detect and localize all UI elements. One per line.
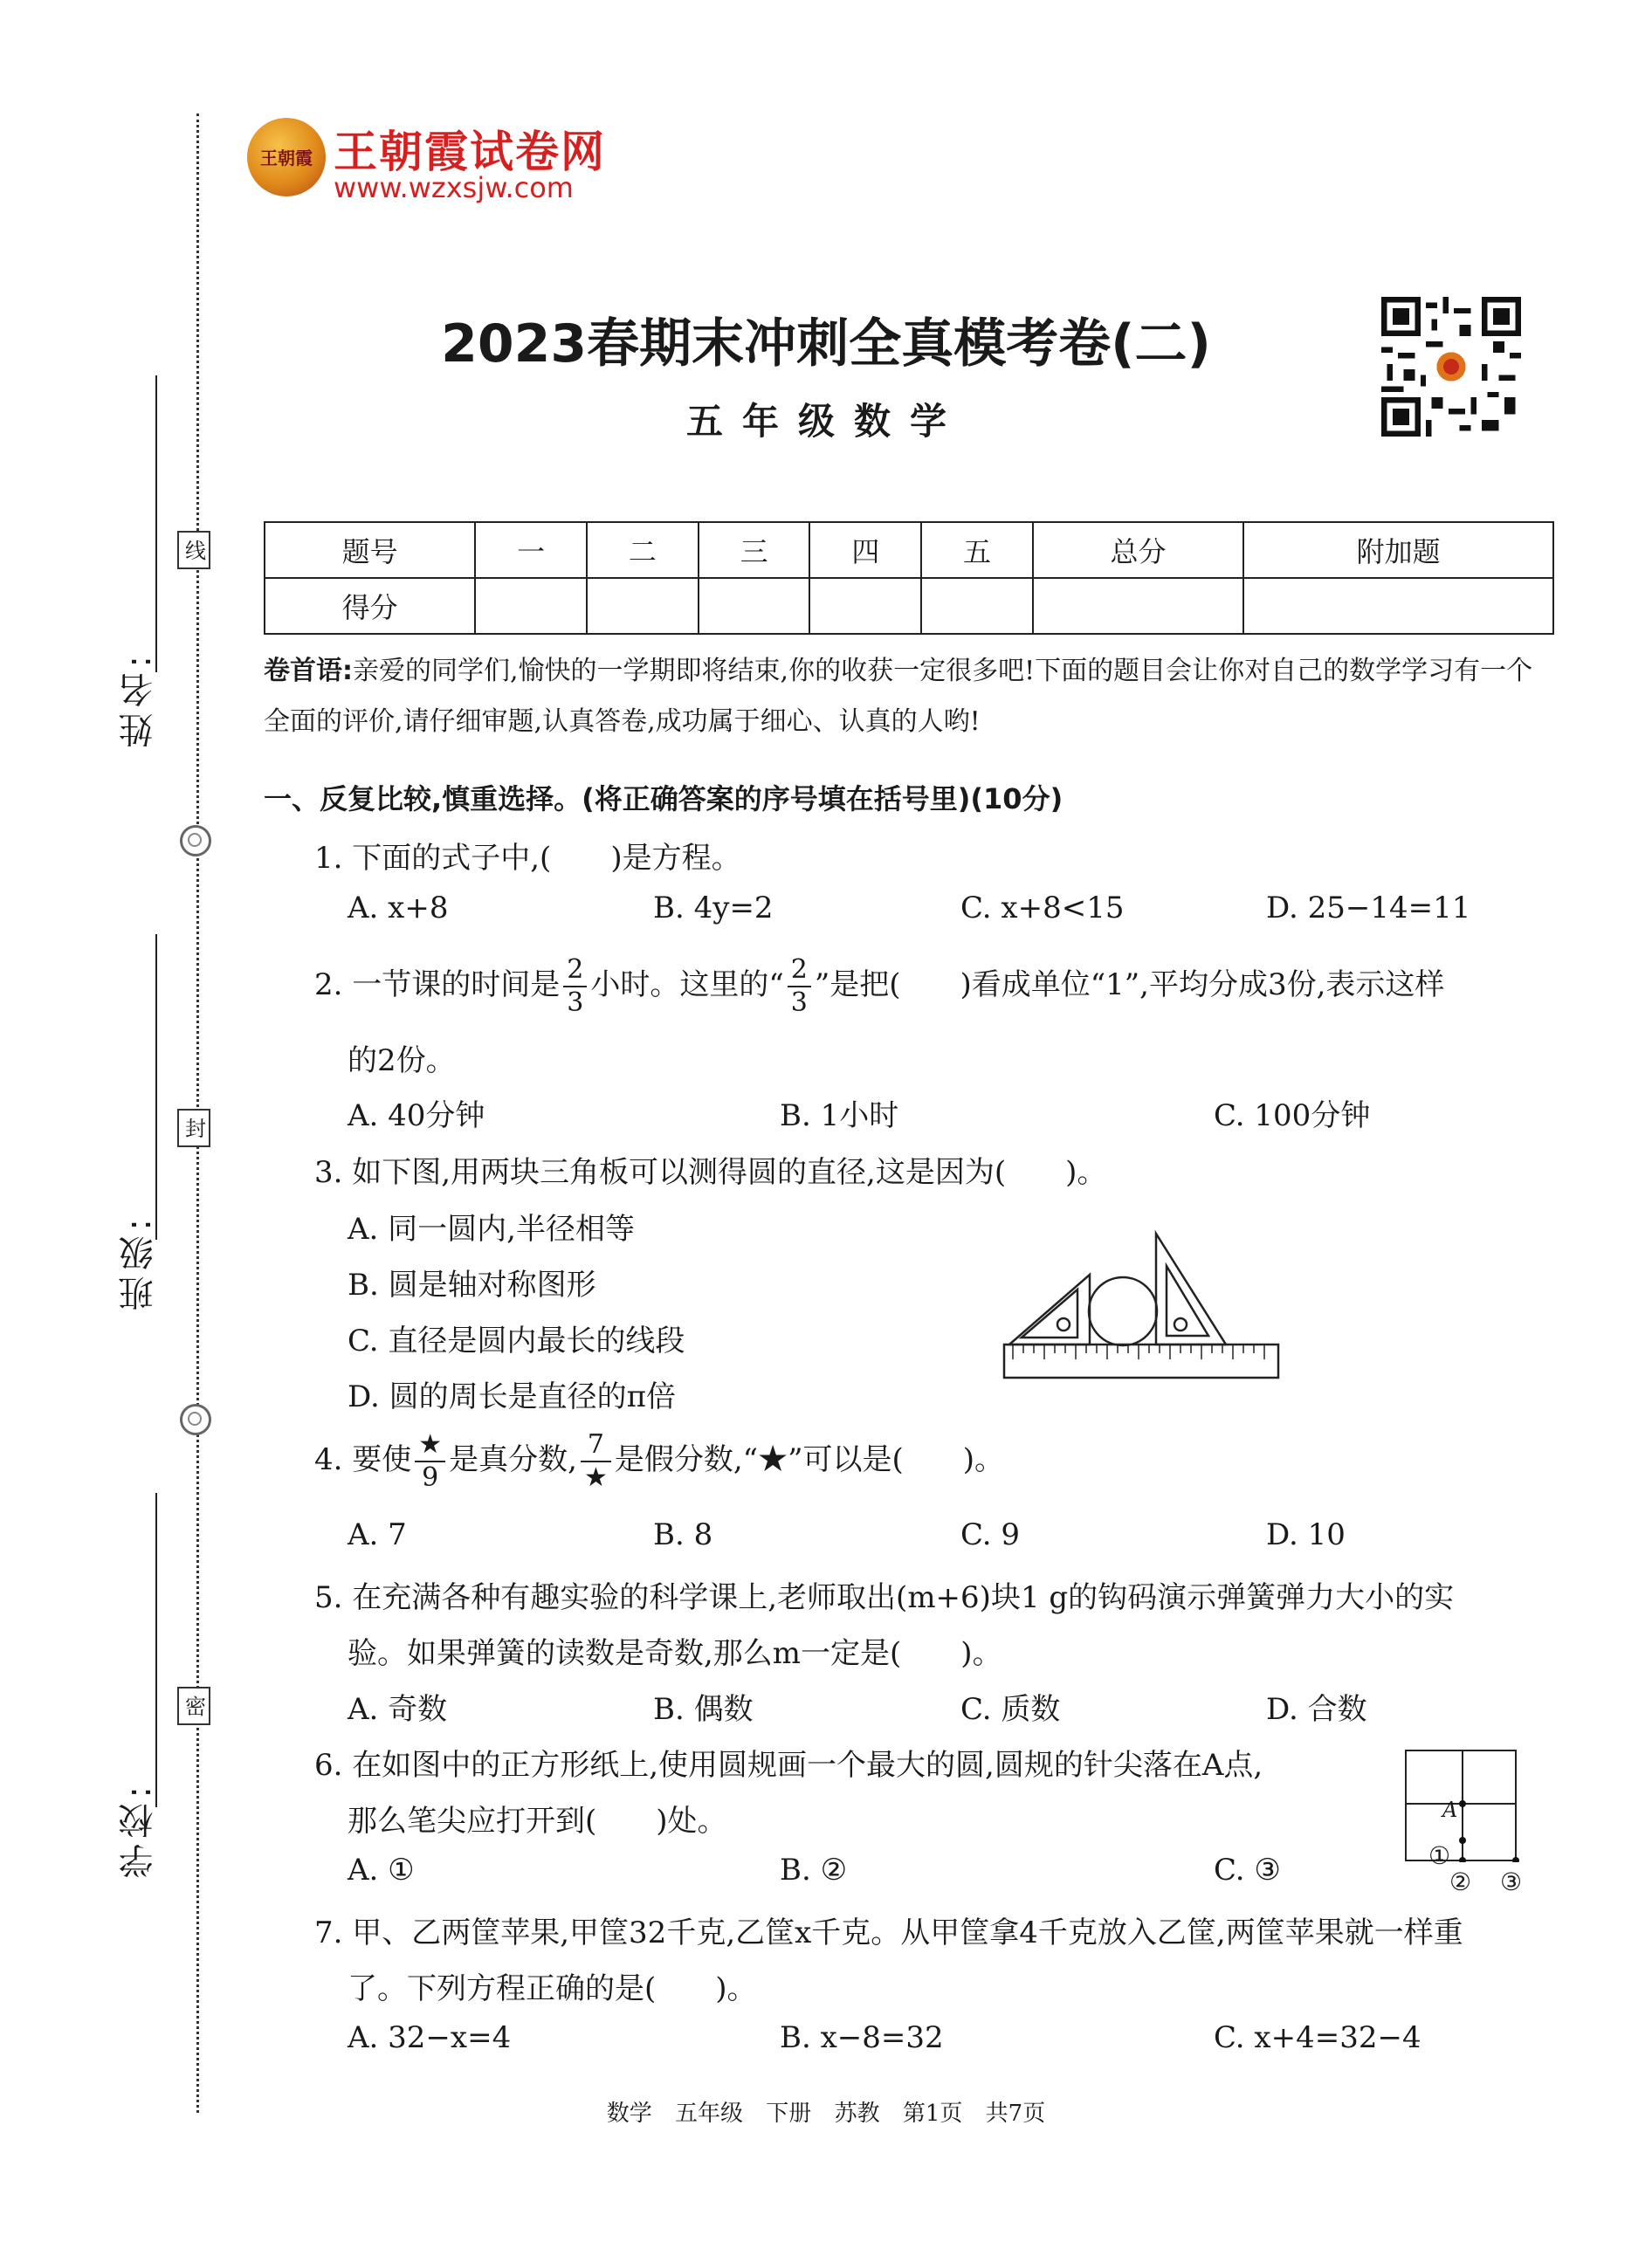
q7-stem-line1: 7. 甲、乙两筐苹果,甲筐32千克,乙筐x千克。从甲筐拿4千克放入乙筐,两筐苹果就一样重: [314, 1915, 1463, 1950]
q2-fraction: [563, 954, 587, 1018]
q5-option-c[interactable]: C. 质数: [960, 1692, 1061, 1727]
q2-stem-c: ”是把( )看成单位“1”,平均分成3份,表示这样: [814, 967, 1445, 1002]
score-row-label: 得分: [265, 578, 475, 634]
q7-option-b[interactable]: B. x−8=32: [780, 2020, 944, 2055]
q3-figure-triangles-circle-ruler: [1002, 1227, 1282, 1384]
q4-f2-den: ★: [583, 1462, 608, 1493]
school-label: 学校:: [119, 1781, 159, 1879]
school-write-line[interactable]: [155, 1493, 157, 1807]
q4-f2-num: 7: [581, 1432, 611, 1462]
score-table-header-row: [265, 522, 1553, 578]
q1-option-b[interactable]: B. 4y=2: [653, 891, 774, 925]
q2-stem-a: 2. 一节课的时间是: [314, 967, 561, 1002]
q2-frac-num: 2: [563, 957, 587, 987]
q6-option-a[interactable]: A. ①: [348, 1853, 415, 1888]
q4-f1-den: 9: [422, 1462, 439, 1493]
score-header-cell: 一: [475, 522, 587, 578]
class-label: 班级:: [119, 1214, 159, 1311]
score-header-cell: 三: [699, 522, 810, 578]
logo-badge-text: 王朝霞: [260, 148, 313, 169]
q6-label-2: ②: [1449, 1867, 1472, 1896]
q5-option-d[interactable]: D. 合数: [1266, 1692, 1367, 1727]
score-cell[interactable]: [1033, 578, 1243, 634]
q6-option-b[interactable]: B. ②: [780, 1853, 848, 1888]
q4-option-d[interactable]: D. 10: [1266, 1517, 1346, 1552]
q2-option-b[interactable]: B. 1小时: [780, 1098, 899, 1133]
seal-line-char: 线: [177, 531, 210, 569]
score-cell[interactable]: [809, 578, 921, 634]
q1-option-c[interactable]: C. x+8<15: [960, 891, 1125, 925]
preface-text: 亲爱的同学们,愉快的一学期即将结束,你的收获一定很多吧!下面的题目会让你对自己的数学学习有一个全面的评价,请仔细审题,认真答卷,成功属于细心、认真的人哟!: [264, 656, 1533, 737]
q2-option-a[interactable]: A. 40分钟: [348, 1098, 485, 1133]
score-header-cell: 附加题: [1243, 522, 1553, 578]
q4-fraction-1: [415, 1429, 445, 1493]
q4-stem-a: 4. 要使: [314, 1442, 412, 1477]
q2-stem-line1: [314, 954, 1445, 1018]
q1-option-d[interactable]: D. 25−14=11: [1266, 891, 1471, 925]
exam-title: 2023春期末冲刺全真模考卷(二): [441, 313, 1211, 375]
seal-secret-char: 密: [177, 1687, 210, 1725]
q2-frac-num-repeat: 2: [788, 957, 811, 987]
q3-option-b[interactable]: B. 圆是轴对称图形: [348, 1268, 596, 1303]
q4-f1-num: ★: [415, 1432, 445, 1462]
score-header-cell: 题号: [265, 522, 475, 578]
q6-option-c[interactable]: C. ③: [1214, 1853, 1281, 1888]
score-cell[interactable]: [587, 578, 699, 634]
margin-swirl-icon: [180, 1404, 211, 1435]
q3-option-d[interactable]: D. 圆的周长是直径的π倍: [348, 1379, 677, 1414]
score-cell[interactable]: [475, 578, 587, 634]
q5-stem-line1: 5. 在充满各种有趣实验的科学课上,老师取出(m+6)块1 g的钩码演示弹簧弹力大小的实: [314, 1580, 1455, 1615]
q7-stem-line2: 了。下列方程正确的是( )。: [348, 1971, 757, 2006]
score-header-cell: 五: [921, 522, 1033, 578]
q6-label-a: A: [1442, 1798, 1458, 1822]
q2-stem-b: 小时。这里的“: [590, 967, 784, 1002]
score-header-cell: 二: [587, 522, 699, 578]
q4-stem: [314, 1429, 1004, 1493]
q7-option-c[interactable]: C. x+4=32−4: [1214, 2020, 1421, 2055]
q2-fraction-repeat: [788, 954, 811, 1018]
q2-frac-den-repeat: 3: [790, 987, 808, 1018]
class-write-line[interactable]: [155, 934, 157, 1240]
q6-label-1: ①: [1428, 1841, 1451, 1870]
q6-stem-line2: 那么笔尖应打开到( )处。: [348, 1804, 727, 1839]
q6-label-3: ③: [1500, 1867, 1523, 1896]
preface-label: 卷首语:: [264, 656, 353, 686]
qr-code-icon[interactable]: [1381, 297, 1521, 437]
page-footer: 数学 五年级 下册 苏教 第1页 共7页: [606, 2101, 1046, 2127]
logo-badge-icon: [247, 118, 326, 196]
q4-option-c[interactable]: C. 9: [960, 1517, 1021, 1552]
q2-option-c[interactable]: C. 100分钟: [1214, 1098, 1371, 1133]
q3-option-c[interactable]: C. 直径是圆内最长的线段: [348, 1324, 685, 1358]
q4-option-a[interactable]: A. 7: [348, 1517, 407, 1552]
q3-option-a[interactable]: A. 同一圆内,半径相等: [348, 1212, 635, 1247]
score-header-cell: 总分: [1033, 522, 1243, 578]
score-cell[interactable]: [699, 578, 810, 634]
q5-option-b[interactable]: B. 偶数: [653, 1692, 754, 1727]
name-label: 姓名:: [119, 650, 159, 748]
q7-option-a[interactable]: A. 32−x=4: [348, 2020, 512, 2055]
q5-stem-line2: 验。如果弹簧的读数是奇数,那么m一定是( )。: [348, 1636, 1002, 1671]
q4-option-b[interactable]: B. 8: [653, 1517, 713, 1552]
score-table-score-row: [265, 578, 1553, 634]
seal-seal-char: 封: [177, 1109, 210, 1147]
score-header-cell: 四: [809, 522, 921, 578]
margin-swirl-icon: [180, 825, 211, 856]
q1-option-a[interactable]: A. x+8: [348, 891, 449, 925]
score-cell[interactable]: [921, 578, 1033, 634]
q4-stem-b: 是真分数,: [449, 1442, 577, 1477]
exam-subtitle: 五年级数学: [685, 400, 966, 443]
q6-stem-line1: 6. 在如图中的正方形纸上,使用圆规画一个最大的圆,圆规的针尖落在A点,: [314, 1748, 1263, 1783]
q2-stem-d: 的2份。: [348, 1043, 456, 1078]
preface: [264, 646, 1556, 747]
logo-title: 王朝霞试卷网: [334, 127, 606, 177]
q2-frac-den: 3: [567, 987, 584, 1018]
logo-url[interactable]: www.wzxsjw.com: [334, 171, 574, 204]
score-table: [264, 521, 1554, 635]
q3-stem: 3. 如下图,用两块三角板可以测得圆的直径,这是因为( )。: [314, 1155, 1107, 1190]
section-1-title: 一、反复比较,慎重选择。(将正确答案的序号填在括号里)(10分): [264, 782, 1063, 815]
score-cell[interactable]: [1243, 578, 1553, 634]
q4-fraction-2: [581, 1429, 611, 1493]
q5-option-a[interactable]: A. 奇数: [348, 1692, 448, 1727]
q1-stem: 1. 下面的式子中,( )是方程。: [314, 841, 741, 876]
q6-figure-square-grid: [1404, 1749, 1526, 1902]
q4-stem-c: 是假分数,“★”可以是( )。: [614, 1442, 1004, 1477]
